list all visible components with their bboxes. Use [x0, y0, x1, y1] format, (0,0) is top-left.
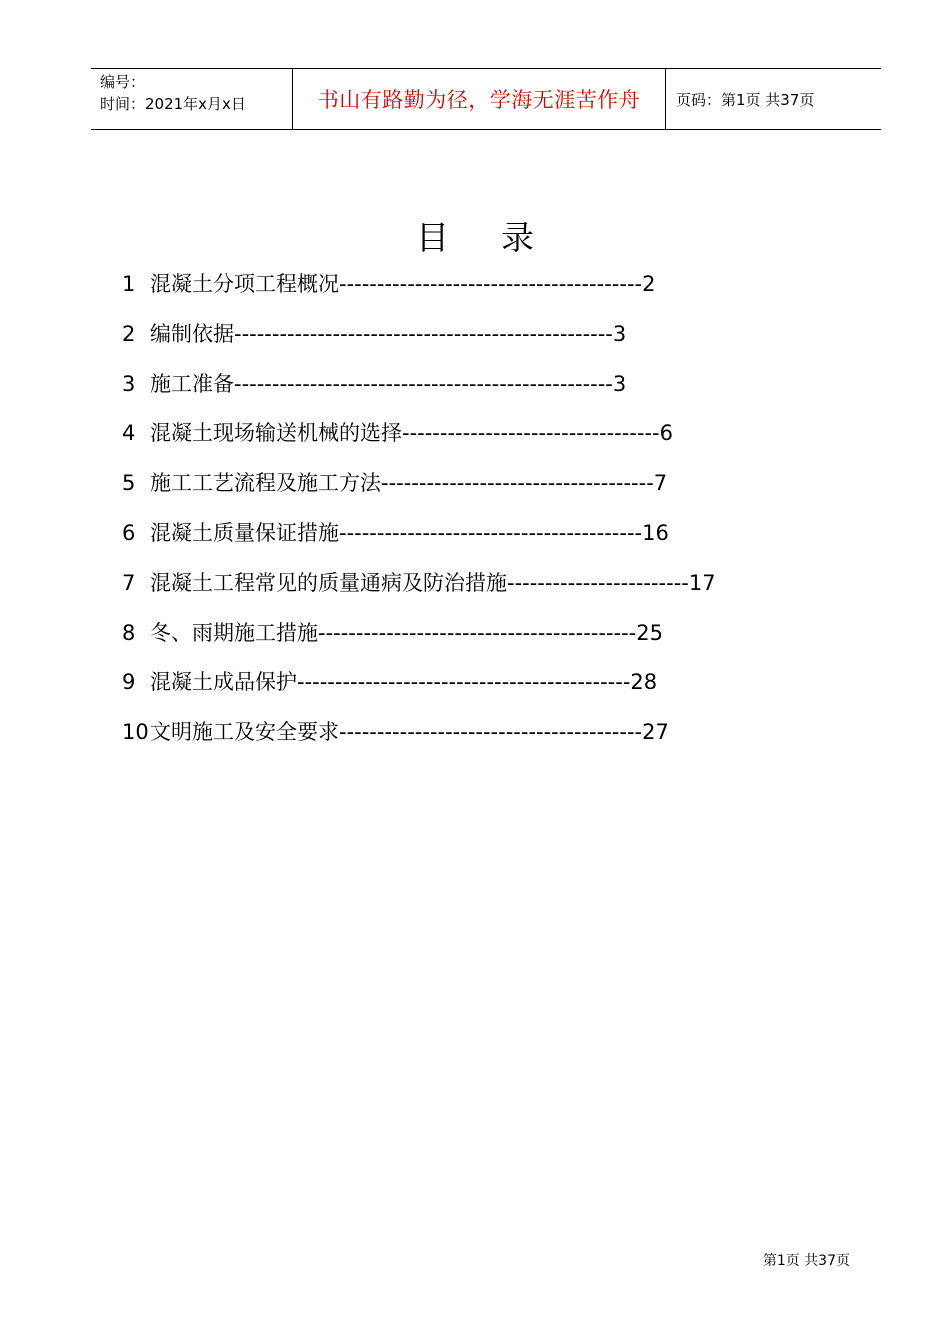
- toc-entry-number: 1: [122, 272, 136, 296]
- toc-title: 目录: [416, 218, 586, 257]
- page-header: [91, 68, 881, 130]
- toc-entry[interactable]: [122, 421, 822, 471]
- toc-entry-text: 混凝土分项工程概况----------------------------------------2: [150, 272, 656, 296]
- header-left-cell: [91, 69, 293, 129]
- toc-entry-text: 文明施工及安全要求----------------------------------------27: [150, 720, 669, 745]
- toc-entry-number: 3: [122, 371, 136, 396]
- toc-entry-number: 9: [122, 670, 136, 695]
- toc-entry[interactable]: [122, 670, 822, 720]
- toc-entry[interactable]: [122, 372, 822, 422]
- toc-entry-number: 2: [122, 321, 136, 346]
- header-page-info: 页码：第1页 共37页: [676, 90, 815, 109]
- toc-entry-text: 混凝土工程常见的质量通病及防治措施------------------------17: [150, 570, 716, 595]
- toc-entry[interactable]: [122, 272, 822, 322]
- toc-entry-number: 8: [122, 620, 136, 645]
- document-time-label: 时间：2021年x月x日: [100, 95, 246, 113]
- toc-entry-text: 混凝土现场输送机械的选择----------------------------------6: [150, 421, 673, 446]
- toc-entry-text: 编制依据--------------------------------------------------3: [150, 321, 627, 346]
- toc-entry-number: 7: [122, 570, 136, 595]
- toc-entry-number: 5: [122, 471, 136, 496]
- toc-entry-number: 4: [122, 421, 136, 446]
- document-code-label: 编号：: [100, 73, 146, 91]
- toc-entry-number: 6: [122, 520, 136, 545]
- toc-entry[interactable]: [122, 621, 822, 671]
- toc-entry-text: 混凝土质量保证措施----------------------------------------16: [150, 520, 669, 545]
- toc-entry[interactable]: [122, 521, 822, 571]
- toc-entry-text: 施工工艺流程及施工方法------------------------------------7: [150, 471, 668, 496]
- toc-entry-number: 10: [122, 720, 149, 745]
- toc-entry[interactable]: [122, 471, 822, 521]
- header-slogan: 书山有路勤为径，学海无涯苦作舟: [317, 88, 641, 112]
- toc-entry-text: 混凝土成品保护--------------------------------------------28: [150, 670, 658, 695]
- toc-entry[interactable]: [122, 720, 822, 770]
- page-footer: 第1页 共37页: [762, 1253, 850, 1269]
- header-right-cell: [666, 69, 881, 129]
- toc-entry-text: 施工准备--------------------------------------------------3: [150, 371, 627, 396]
- toc-entry-text: 冬、雨期施工措施------------------------------------------25: [150, 620, 663, 645]
- header-slogan-cell: [293, 69, 666, 129]
- table-of-contents: [122, 272, 822, 770]
- toc-entry[interactable]: [122, 322, 822, 372]
- toc-entry[interactable]: [122, 571, 822, 621]
